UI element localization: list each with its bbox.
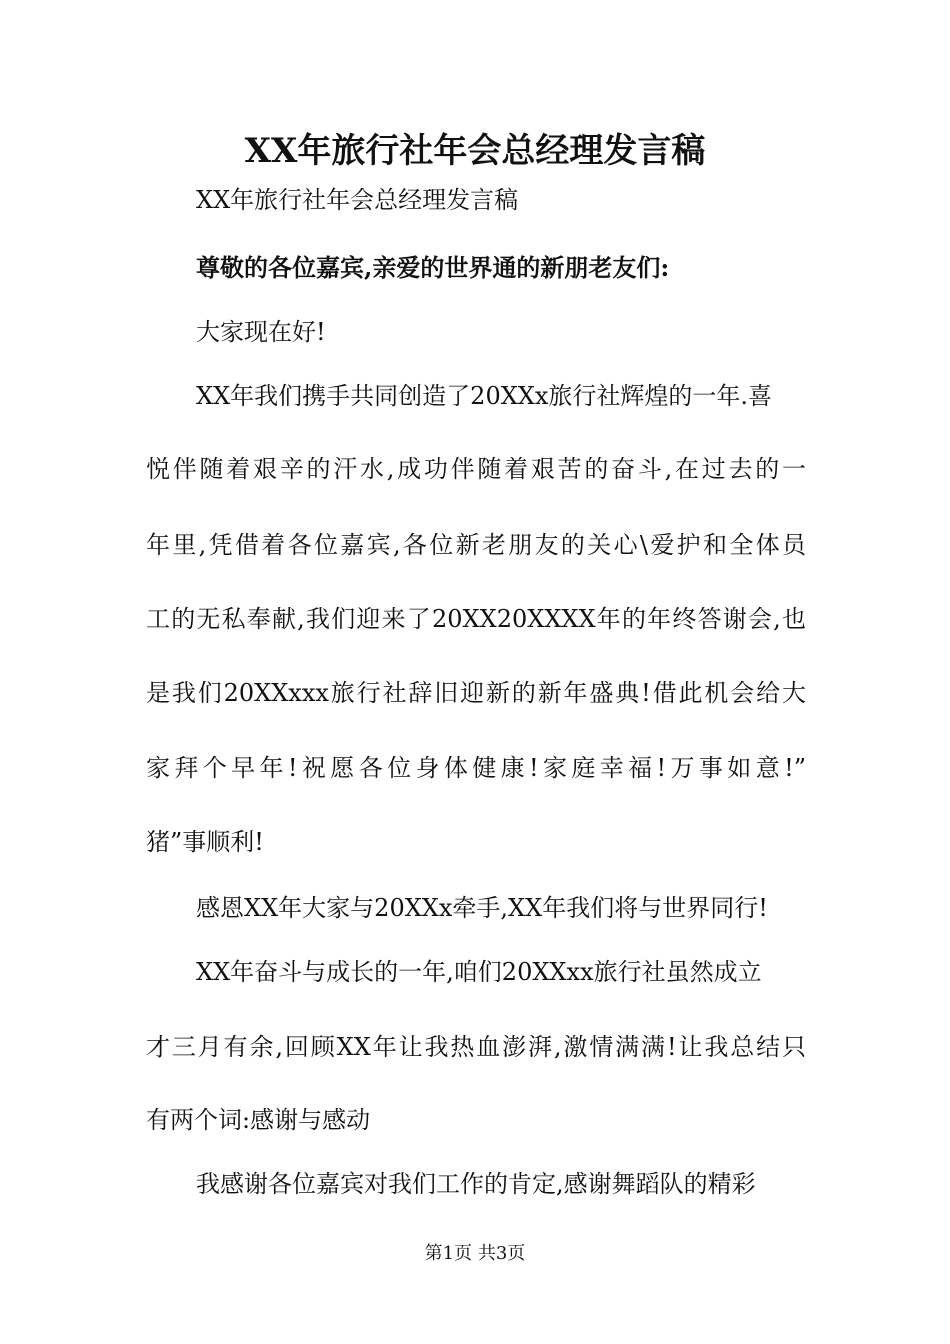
paragraph-1-line-6: 家拜个早年!祝愿各位身体健康!家庭幸福!万事如意!” (146, 754, 806, 782)
paragraph-1-line-2: 悦伴随着艰辛的汗水,成功伴随着艰苦的奋斗,在过去的一 (146, 455, 806, 483)
paragraph-3-line-1: XX年奋斗与成长的一年,咱们20XXxx旅行社虽然成立 (196, 958, 762, 986)
greeting: 大家现在好! (196, 318, 326, 346)
paragraph-1-line-1: XX年我们携手共同创造了20XXx旅行社辉煌的一年.喜 (196, 382, 773, 410)
paragraph-3-line-2: 才三月有余,回顾XX年让我热血澎湃,激情满满!让我总结只 (146, 1033, 806, 1061)
document-title: XX年旅行社年会总经理发言稿 (244, 131, 706, 171)
paragraph-2: 感恩XX年大家与20XXx牵手,XX年我们将与世界同行! (196, 894, 768, 922)
salutation: 尊敬的各位嘉宾,亲爱的世界通的新朋老友们: (196, 253, 670, 282)
paragraph-1-line-5: 是我们20XXxxx旅行社辞旧迎新的新年盛典!借此机会给大 (146, 679, 806, 707)
document-subtitle: XX年旅行社年会总经理发言稿 (196, 186, 519, 214)
paragraph-1-line-4: 工的无私奉献,我们迎来了20XX20XXXX年的年终答谢会,也 (146, 605, 806, 633)
paragraph-4-line-1: 我感谢各位嘉宾对我们工作的肯定,感谢舞蹈队的精彩 (196, 1170, 756, 1198)
paragraph-3-line-3: 有两个词:感谢与感动 (146, 1106, 371, 1134)
paragraph-1-line-3: 年里,凭借着各位嘉宾,各位新老朋友的关心\爱护和全体员 (146, 531, 806, 559)
page-number: 第1页 共3页 (424, 1243, 526, 1264)
paragraph-1-line-7: 猪”事顺利! (146, 828, 264, 856)
